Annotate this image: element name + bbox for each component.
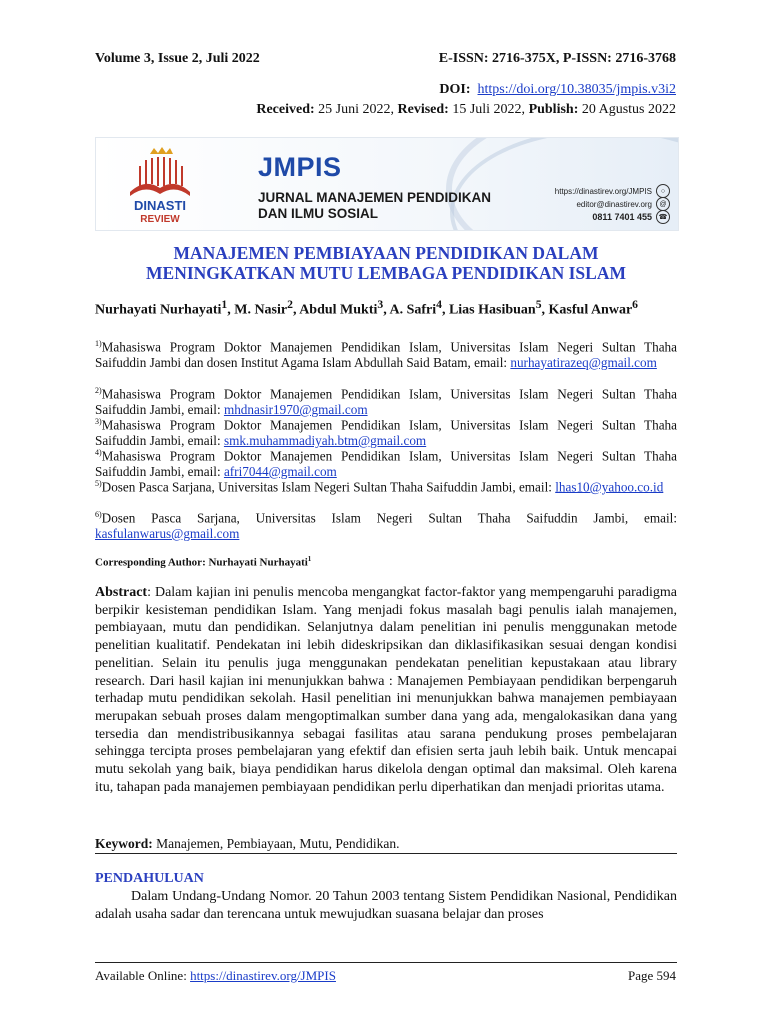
footer-divider bbox=[95, 962, 677, 963]
journal-banner bbox=[95, 137, 679, 231]
svg-text:DINASTI: DINASTI bbox=[134, 198, 186, 213]
journal-issn: E-ISSN: 2716-375X, P-ISSN: 2716-3768 bbox=[438, 51, 676, 66]
journal-acronym: JMPIS bbox=[258, 152, 342, 182]
email-link[interactable]: mhdnasir1970@gmail.com bbox=[223, 401, 368, 417]
affiliation-2: $^{2)}$Mahasiswa Program Doktor Manajemen Pendidikan Islam, Universitas Islam Negeri Sultan Thaha Saifuddin Jambi, email: mhdnasir1970@gmail.com bbox=[95, 386, 677, 417]
title-line1: MANAJEMEN PEMBIAYAAN PENDIDIKAN DALAM bbox=[173, 243, 599, 263]
svg-text:REVIEW: REVIEW bbox=[140, 214, 180, 225]
section-heading: PENDAHULUAN bbox=[95, 871, 204, 886]
received-date: 25 Juni 2022, bbox=[318, 102, 394, 117]
received-label: Received: bbox=[256, 102, 315, 117]
phone-icon: ☎ bbox=[656, 210, 670, 224]
doi-line bbox=[439, 82, 676, 98]
keywords bbox=[95, 836, 399, 852]
banner-email: editor@dinastirev.org @ bbox=[576, 197, 670, 211]
email-link[interactable]: lhas10@yahoo.co.id bbox=[555, 479, 664, 495]
journal-name-line2: DAN ILMU SOSIAL bbox=[258, 206, 378, 221]
author-list: Nurhayati Nurhayati$^1$, M. Nasir$^2$, Abdul Mukti$^3$, A. Safri$^4$, Lias Hasibuan$^5$, Kasful Anwar$^6$ bbox=[95, 298, 638, 318]
affiliation-6: $^{6)}$Dosen Pasca Sarjana, Universitas Islam Negeri Sultan Thaha Saifuddin Jambi, email: kasfulanwarus@gmail.com bbox=[95, 510, 677, 541]
publish-label: Publish: bbox=[528, 102, 579, 117]
globe-icon: ○ bbox=[656, 184, 670, 198]
author: Nurhayati Nurhayati bbox=[95, 302, 222, 318]
intro-paragraph: Dalam Undang-Undang Nomor. 20 Tahun 2003 tentang Sistem Pendidikan Nasional, Pendidikan adalah usaha sadar dan terencana untuk mewujudkan suasana belajar dan proses bbox=[95, 889, 677, 922]
keyword-label: Keyword: bbox=[95, 836, 153, 851]
banner-phone: 0811 7401 455 ☎ bbox=[592, 210, 670, 224]
email-link[interactable]: smk.muhammadiyah.btm@gmail.com bbox=[223, 432, 427, 448]
affiliation-5: $^{5)}$Dosen Pasca Sarjana, Universitas Islam Negeri Sultan Thaha Saifuddin Jambi, email: lhas10@yahoo.co.id bbox=[95, 479, 664, 495]
dates-line bbox=[256, 102, 676, 118]
author: A. Safri bbox=[389, 302, 437, 318]
author: Abdul Mukti bbox=[299, 302, 378, 318]
email-link[interactable]: kasfulanwarus@gmail.com bbox=[95, 525, 240, 541]
page-number: Page 594 bbox=[627, 968, 676, 983]
divider bbox=[95, 853, 677, 854]
keyword-text: Manajemen, Pembiayaan, Mutu, Pendidikan. bbox=[152, 836, 400, 851]
dinasti-review-logo bbox=[110, 144, 210, 226]
journal-link[interactable]: https://dinastirev.org/JMPIS bbox=[190, 968, 336, 983]
affiliation-1: $^{1)}$Mahasiswa Program Doktor Manajemen Pendidikan Islam, Universitas Islam Negeri Sultan Thaha Saifuddin Jambi dan dosen Institut Agama Islam Abdullah Said Batam, email: nurhayatirazeq@gmail.com bbox=[95, 339, 677, 370]
affiliation-3: $^{3)}$Mahasiswa Program Doktor Manajemen Pendidikan Islam, Universitas Islam Negeri Sultan Thaha Saifuddin Jambi, email: smk.muhammadiyah.btm@gmail.com bbox=[95, 417, 677, 448]
corresponding-author: Corresponding Author: Nurhayati Nurhayati$^1$ bbox=[95, 555, 312, 569]
at-icon: @ bbox=[656, 197, 670, 211]
author: Kasful Anwar bbox=[548, 302, 633, 318]
affiliation-4: $^{4)}$Mahasiswa Program Doktor Manajemen Pendidikan Islam, Universitas Islam Negeri Sultan Thaha Saifuddin Jambi, email: afri7044@gmail.com bbox=[95, 448, 677, 479]
journal-volume: Volume 3, Issue 2, Juli 2022 bbox=[95, 51, 260, 66]
title-line2: MENINGKATKAN MUTU LEMBAGA PENDIDIKAN ISLAM bbox=[146, 263, 626, 283]
email-link[interactable]: nurhayatirazeq@gmail.com bbox=[510, 354, 657, 370]
doi-label: DOI: bbox=[439, 82, 471, 97]
email-link[interactable]: afri7044@gmail.com bbox=[223, 463, 337, 479]
author: Lias Hasibuan bbox=[448, 302, 536, 318]
abstract-label: Abstract bbox=[95, 585, 148, 600]
footer-available: Available Online: https://dinastirev.org/JMPIS bbox=[95, 968, 336, 983]
abstract bbox=[95, 584, 677, 796]
journal-name-line1: JURNAL MANAJEMEN PENDIDIKAN bbox=[258, 190, 492, 205]
banner-website: https://dinastirev.org/JMPIS ○ bbox=[555, 184, 670, 198]
author: M. Nasir bbox=[234, 302, 288, 318]
paper-title bbox=[95, 243, 677, 283]
doi-link[interactable]: https://doi.org/10.38035/jmpis.v3i2 bbox=[477, 82, 676, 97]
publish-date: 20 Agustus 2022 bbox=[581, 102, 676, 117]
revised-date: 15 Juli 2022, bbox=[452, 102, 526, 117]
revised-label: Revised: bbox=[397, 102, 449, 117]
abstract-text: : Dalam kajian ini penulis mencoba mengangkat factor-faktor yang mempengaruhi paradigma berpikir kesisteman pendidikan Islam. Yang menjadi fokus masalah bagi penulis ialah manajemen, pembiayaan, mutu dan pendidikan. Selanjutnya dalam penelitian ini penulis menggunakan metode penelitian kualitatif. Pendekatan ini lebih dideskripsikan dan diklasifikasikan sesuai dengan kondisi penelitian. Selain itu penulis juga menggunakan pendekatan penelitian kepustakaan atau library research. Dari hasil kajian ini menunjukkan bahwa : Manajemen Pembiayaan pendidikan berpengaruh terhadap mutu pendidikan sekolah. Hasil penelitian ini menunjukkan bahwa manajemen pembiayaan merupakan sebuah proses dalam mengoptimalkan sumber dana yang ada, mengalokasikan dana yang tersedia dan mendistribusikannya sebagai fasilitas atau sarana pendukung proses pembelajaran sehingga tercipta proses pembelajaran yang efektif dan efisien serta jauh lebih baik. Untuk mencapai mutu sekolah yang baik, biaya pendidikan harus dikelola dengan optimal dan maksimal. Oleh karena itu, tahapan pada manajemen pembiayaan pendidikan perlu diperhatikan dan menjadi prioritas utama. bbox=[95, 585, 677, 795]
